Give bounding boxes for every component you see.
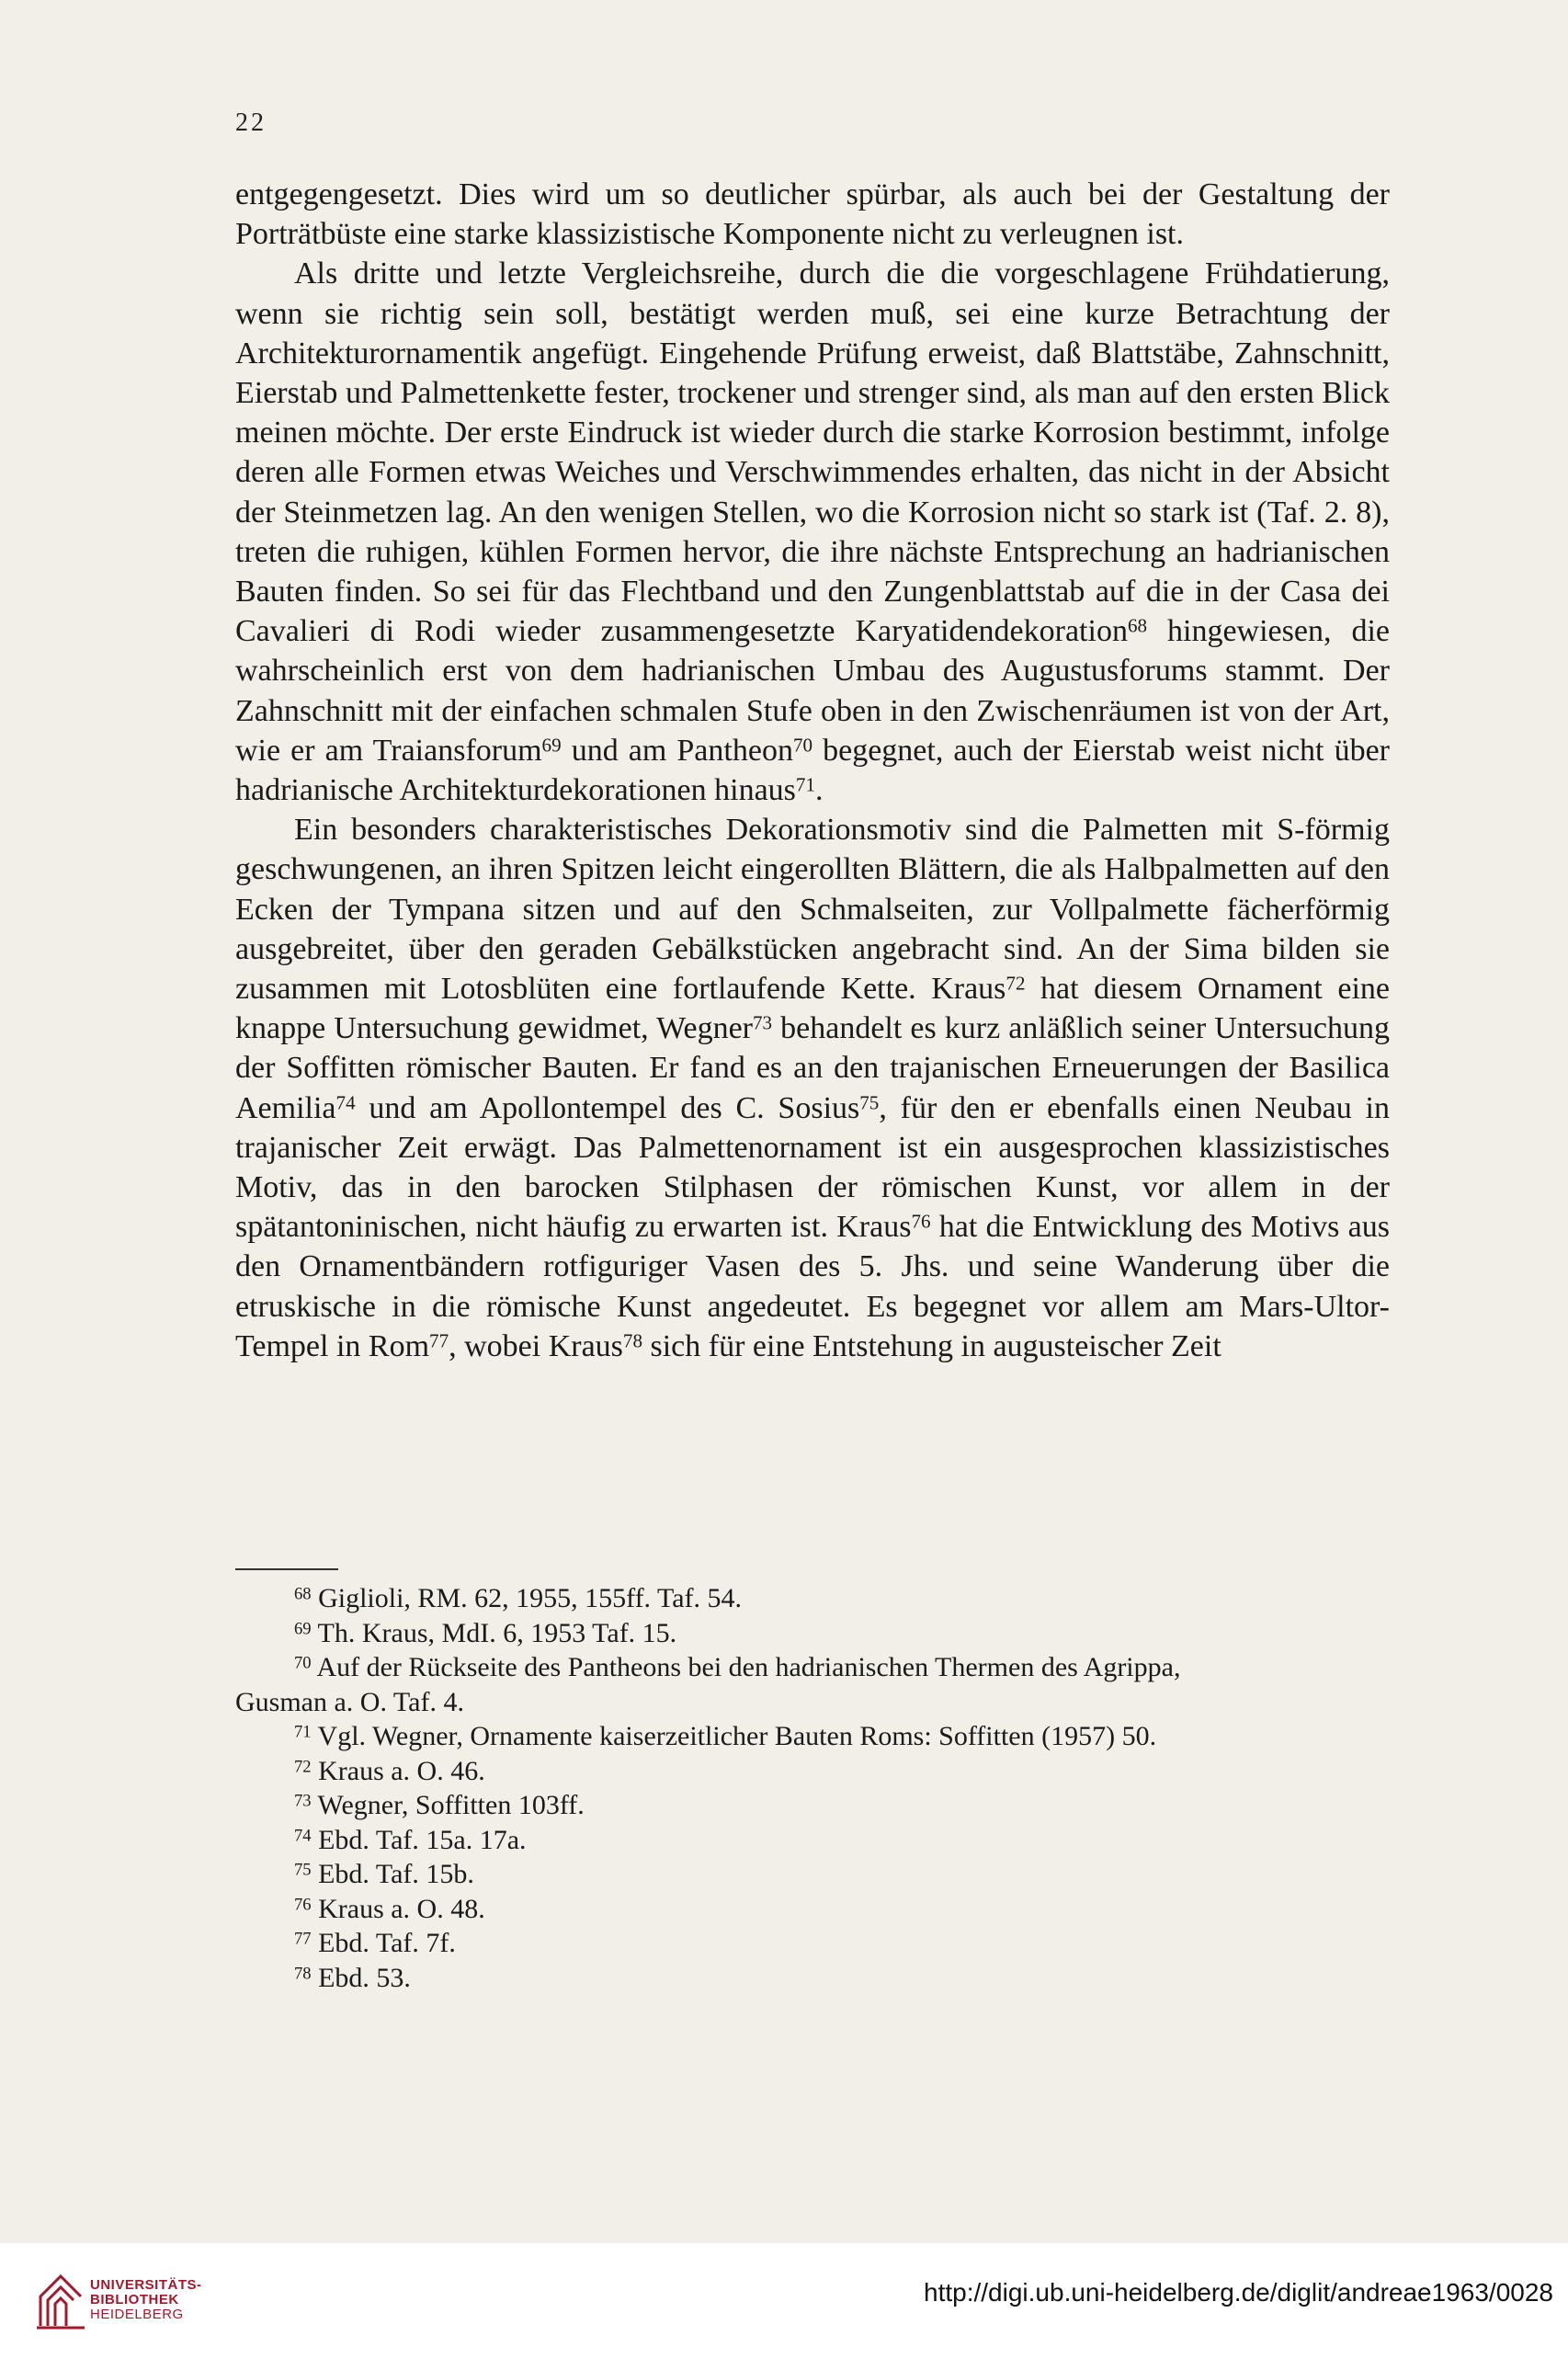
footnote-number: 73	[294, 1791, 312, 1811]
body-text	[235, 175, 1390, 1366]
footnote-text: Auf der Rückseite des Pantheons bei den hadrianischen Thermen des Agrippa,	[311, 1652, 1181, 1682]
footnote-text: Vgl. Wegner, Ornamente kaiserzeitlicher Bauten Roms: Soffitten (1957) 50.	[311, 1721, 1157, 1751]
footnote-number: 74	[294, 1826, 312, 1846]
footnote-ref: 69	[541, 734, 562, 757]
footnote-text: Th. Kraus, MdI. 6, 1953 Taf. 15.	[311, 1617, 677, 1648]
text-run: und am Apollontempel des C. Sosius	[355, 1090, 860, 1125]
library-name-line-2: BIBLIOTHEK	[90, 2292, 179, 2307]
text-run: begegnet, auch der Eierstab weist nicht über hadrianische Architekturdekorationen hinaus	[235, 733, 1391, 808]
footnote-text: Kraus a. O. 46.	[311, 1755, 485, 1786]
footnote	[235, 1788, 1390, 1823]
footnote-number: 76	[294, 1895, 312, 1915]
footnote-separator	[235, 1568, 338, 1570]
footnote	[235, 1650, 1390, 1685]
footnote-number: 69	[294, 1619, 312, 1639]
footnote-ref: 77	[429, 1329, 449, 1352]
library-name	[90, 2278, 202, 2322]
library-name-line-1: UNIVERSITÄTS-	[90, 2277, 202, 2293]
footnote-number: 71	[294, 1722, 312, 1742]
text-run: behandelt es kurz anläßlich seiner Untersuchung der Soffitten römischer Bauten. Er fand es an den trajanischen Erneuerungen der Basilica Aemilia	[235, 1011, 1390, 1125]
footnote-continuation: Gusman a. O. Taf. 4.	[235, 1686, 464, 1717]
paragraph	[235, 254, 1390, 810]
footnote-text: Giglioli, RM. 62, 1955, 155ff. Taf. 54.	[311, 1583, 743, 1613]
footnote	[235, 1892, 1390, 1927]
footnote-number: 75	[294, 1860, 312, 1880]
footnote-text: Kraus a. O. 48.	[311, 1893, 485, 1924]
footnote	[235, 1754, 1390, 1789]
footnote	[235, 1616, 1390, 1651]
text-run: hat diesem Ornament eine knappe Untersuchung gewidmet, Wegner	[235, 972, 1390, 1046]
text-run: entgegengesetzt. Dies wird um so deutlicher spürbar, als auch bei der Gestaltung der Porträtbüste eine starke klassizistische Komponente nicht zu verleugnen ist.	[235, 177, 1390, 252]
text-run: und am Pantheon	[561, 733, 793, 768]
library-logo-icon	[33, 2269, 88, 2333]
text-run: sich für eine Entstehung in augusteischer Zeit	[642, 1328, 1221, 1363]
paragraph	[235, 810, 1390, 1366]
footnote-ref: 71	[795, 773, 815, 796]
footnotes	[235, 1581, 1390, 1995]
footnote-number: 68	[294, 1584, 312, 1604]
footnote-number: 77	[294, 1929, 312, 1949]
footnote-text: Wegner, Soffitten 103ff.	[311, 1790, 585, 1820]
footnote-ref: 76	[911, 1210, 931, 1233]
paragraph	[235, 175, 1390, 254]
source-url-link[interactable]: http://digi.ub.uni-heidelberg.de/diglit/andreae1963/0028	[924, 2278, 1553, 2307]
text-run: hat die Entwicklung des Motivs aus den Ornamentbändern rotfiguriger Vasen des 5. Jhs. und seine Wanderung über die etruskische in die römische Kunst angedeutet. Es begegnet vor allem am Mars-Ultor-Tempel in Rom	[235, 1210, 1390, 1363]
footnote-ref: 75	[859, 1091, 880, 1114]
footnote	[235, 1961, 1390, 1996]
page-number: 22	[235, 108, 267, 137]
footnote	[235, 1926, 1390, 1961]
footnote-text: Ebd. 53.	[311, 1962, 411, 1993]
footnote	[235, 1719, 1390, 1754]
library-name-line-3: HEIDELBERG	[90, 2307, 184, 2322]
text-run: Ein besonders charakteristisches Dekorationsmotiv sind die Palmetten mit S-förmig geschwungenen, an ihren Spitzen leicht eingerollten Blättern, die als Halbpalmetten auf den Ecken der Tympana sitzen und auf den Schmalseiten, zur Vollpalmette fächerförmig ausgebreitet, über den geraden Gebälkstücken angebracht sind. An der Sima bilden sie zusammen mit Lotosblüten eine fortlaufende Kette. Kraus	[235, 813, 1390, 1007]
footnote-ref: 70	[792, 734, 813, 757]
footnote-ref: 73	[753, 1011, 773, 1034]
footnote-ref: 78	[622, 1329, 642, 1352]
footnote-text: Ebd. Taf. 7f.	[311, 1928, 456, 1958]
footnote-number: 78	[294, 1964, 312, 1984]
text-run: hingewiesen, die wahrscheinlich erst von dem hadrianischen Umbau des Augustusforums stammt. Der Zahnschnitt mit der einfachen schmalen Stufe oben in den Zwischenräumen ist von der Art, wie er am Traiansforum	[235, 614, 1390, 768]
footnote	[235, 1581, 1390, 1616]
text-run: .	[815, 773, 824, 808]
footnote-number: 70	[294, 1653, 312, 1673]
footnote-ref: 72	[1006, 972, 1026, 995]
footnote-text: Ebd. Taf. 15a. 17a.	[311, 1824, 527, 1855]
footnote-number: 72	[294, 1757, 312, 1777]
footnote-text: Ebd. Taf. 15b.	[311, 1859, 474, 1889]
footnote-ref: 74	[335, 1091, 356, 1114]
text-run: , für den er ebenfalls einen Neubau in trajanischer Zeit erwägt. Das Palmettenornament ist ein ausgesprochen klassizistisches Motiv, das in den barocken Stilphasen der römischen Kunst, vor allem in der spätantoninischen, nicht häufig zu erwarten ist. Kraus	[235, 1090, 1390, 1245]
footer-bar	[0, 2243, 1568, 2370]
text-run: Als dritte und letzte Vergleichsreihe, durch die die vorgeschlagene Frühdatierung, wenn sie richtig sein soll, bestätigt werden muß, sei eine kurze Betrachtung der Architekturornamentik angefügt. Eingehende Prüfung erweist, daß Blattstäbe, Zahnschnitt, Eierstab und Palmettenkette fester, trockener und strenger sind, als man auf den ersten Blick meinen möchte. Der erste Eindruck ist wieder durch die starke Korrosion bestimmt, infolge deren alle Formen etwas Weiches und Verschwimmendes erhalten, das nicht in der Absicht der Steinmetzen lag. An den wenigen Stellen, wo die Korrosion nicht so stark ist (Taf. 2. 8), treten die ruhigen, kühlen Formen hervor, die ihre nächste Entsprechung an hadrianischen Bauten finden. So sei für das Flechtband und den Zungenblattstab auf die in der Casa dei Cavalieri di Rodi wieder zusammengesetzte Karyatidendekoration	[235, 256, 1390, 649]
footnote	[235, 1823, 1390, 1858]
footnote	[235, 1857, 1390, 1892]
footnote-ref: 68	[1127, 614, 1148, 637]
text-run: , wobei Kraus	[449, 1328, 623, 1363]
